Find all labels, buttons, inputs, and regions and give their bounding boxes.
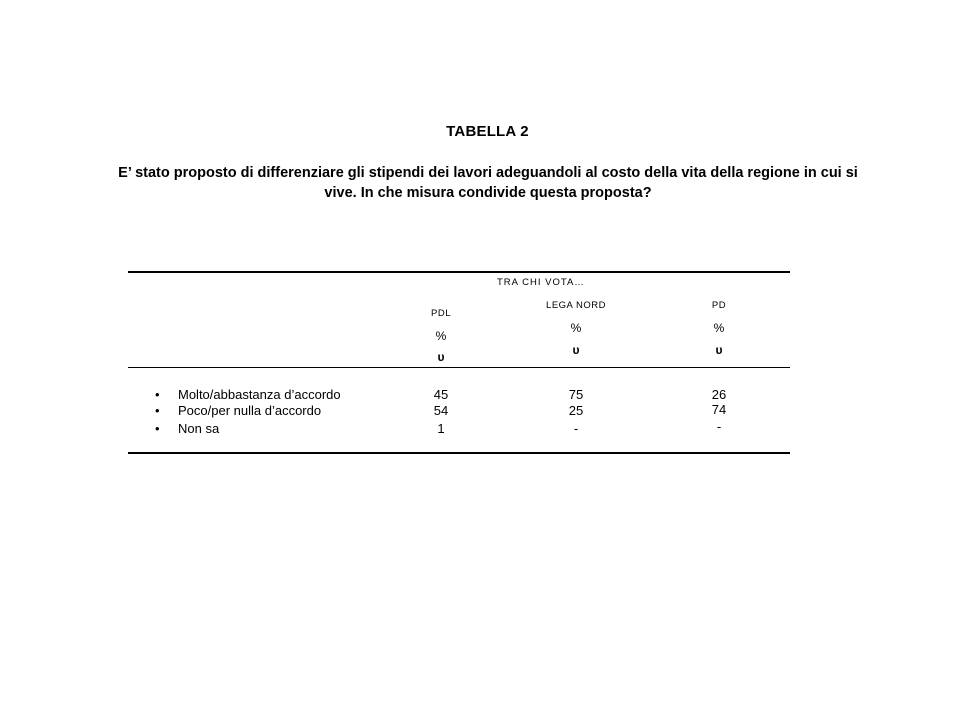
cell-pdl-non-sa: 1 (437, 421, 445, 436)
column-unit-pdl: % (435, 329, 447, 343)
column-header-pd: PD (711, 300, 727, 311)
table-bottom-rule (128, 452, 790, 454)
cell-lega-nord-poco-per-nulla: 25 (568, 403, 584, 418)
cell-lega-nord-non-sa: - (573, 421, 579, 436)
cell-pdl-molto-abbastanza: 45 (433, 387, 449, 402)
table-header-rule (128, 367, 790, 368)
row-label-non-sa: Non sa (178, 421, 220, 436)
row-bullet: • (155, 403, 160, 418)
question-line-2: vive. In che misura condivide questa proposta? (324, 185, 652, 201)
row-label-poco-per-nulla: Poco/per nulla d’accordo (178, 403, 322, 418)
column-unit-lega-nord: % (570, 321, 582, 335)
row-bullet: • (155, 387, 160, 402)
cell-pdl-poco-per-nulla: 54 (433, 403, 449, 418)
column-unit-pd: % (713, 321, 725, 335)
column-symbol-lega-nord: υ (572, 343, 580, 357)
column-header-pdl: PDL (431, 308, 451, 319)
column-symbol-pdl: υ (437, 350, 445, 364)
cell-pd-molto-abbastanza: 26 (711, 387, 727, 402)
question-text (32, 163, 944, 203)
cell-lega-nord-molto-abbastanza: 75 (568, 387, 584, 402)
column-symbol-pd: υ (715, 343, 723, 357)
question-line-1: E’ stato proposto di differenziare gli stipendi dei lavori adeguandoli al costo della vita della regione in cui si (118, 165, 858, 181)
row-label-molto-abbastanza: Molto/abbastanza d’accordo (178, 387, 341, 402)
cell-pd-non-sa: - (716, 419, 722, 434)
cell-pd-poco-per-nulla: 74 (711, 402, 727, 417)
voters-group-label: TRA CHI VOTA… (497, 277, 585, 288)
table-top-rule (128, 271, 790, 273)
row-bullet: • (155, 421, 160, 436)
table-title: TABELLA 2 (446, 123, 529, 140)
column-header-lega-nord: LEGA NORD (546, 300, 606, 311)
